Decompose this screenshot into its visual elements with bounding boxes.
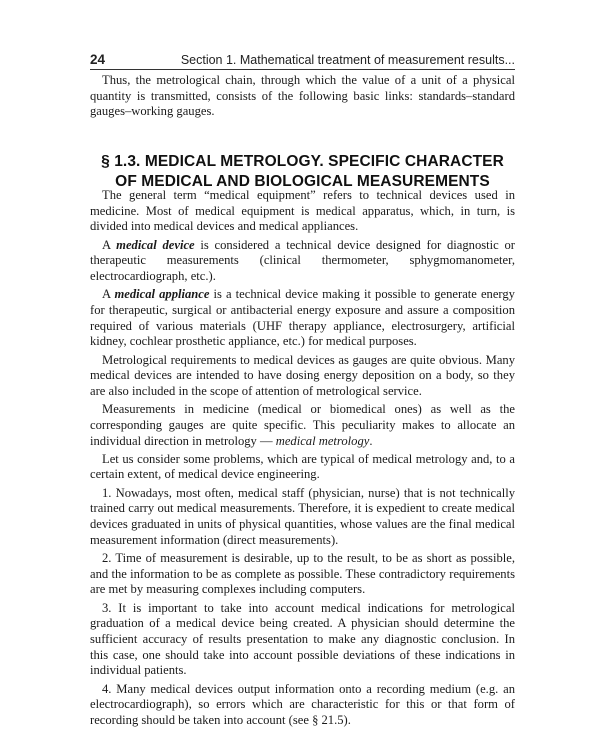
paragraph-problems-intro: Let us consider some problems, which are typical of medical metrology and, to a certain extent, of medical device engineering. [90,451,515,482]
list-item-2: 2. Time of measurement is desirable, up to the result, to be as short as possible, and the information to be as complete as possible. These contradictory requirements are met by measuring complexes including computers. [90,550,515,597]
intro-text [90,73,515,120]
section-heading-line-1: § 1.3. MEDICAL METROLOGY. SPECIFIC CHARACTER [101,152,504,170]
paragraph-medical-metrology [90,402,515,449]
term-medical-metrology: medical metrology [275,433,370,448]
paragraph-text: is a technical device making it possible to generate energy for therapeutic, surgical or antibacterial energy exposure and assure a composition required of various materials (UHF therapy appliance, electrosurgery, artificial kidney, cochlear prosthetic appliance, etc.) for medical purposes. [90,287,515,349]
term-medical-device: medical device [116,237,195,252]
list-item-3: 3. It is important to take into account medical indications for metrological graduation of a medical device being created. A physician should determine the sufficient accuracy of results presentation to make any diagnostic conclusion. In this case, one should take into account possible deviations of these indications in individual patients. [90,600,515,678]
paragraph-metrological-requirements: Metrological requirements to medical devices as gauges are quite obvious. Many medical devices are intended to have dosing energy deposition on a body, so they are also included in the scope of attention of metrological service. [90,352,515,398]
list-item-1: 1. Nowadays, most often, medical staff (physician, nurse) that is not technically trained carry out medical measurements. Therefore, it is expedient to create medical devices graduated in units of physical quantities, whose values are the final medical measurement information (direct measurements). [90,485,515,547]
header-rule [90,69,515,70]
intro-paragraph: Thus, the metrological chain, through which the value of a unit of a physical quantity is transmitted, consists of the following basic links: standards–standard gauges–working gauges. [90,73,515,119]
running-header [90,52,515,70]
paragraph-text: . [369,433,373,448]
paragraph-text: Measurements in medicine (medical or biomedical ones) as well as the corresponding gauges are quite specific. This peculiarity makes to allocate an individual direction in metrology — [90,402,515,448]
paragraph-text: A [102,237,117,252]
running-title: Section 1. Mathematical treatment of measurement results... [180,53,515,67]
paragraph-medical-appliance [90,287,515,350]
paragraph-text: A [102,287,115,302]
paragraph-medical-equipment: The general term “medical equipment” refers to technical devices used in medicine. Most of medical equipment is medical apparatus, which, in turn, is divided into medical devices and medical appliances. [90,188,515,234]
paragraph-text: is considered a technical device designed for diagnostic or therapeutic measurements (clinical thermometer, sphygmomanometer, electrocardiograph, etc.). [90,237,515,284]
paragraph-medical-device [90,238,515,285]
section-heading-line-2: OF MEDICAL AND BIOLOGICAL MEASUREMENTS [115,172,490,190]
list-item-4: 4. Many medical devices output information onto a recording medium (e.g. an electrocardiograph), so errors which are characteristic for this or that form of recording should be taken into account (see § 21.5). [90,681,515,727]
page-number: 24 [90,52,106,67]
section-heading [90,152,515,192]
term-medical-appliance: medical appliance [114,287,210,302]
section-body [90,188,515,731]
